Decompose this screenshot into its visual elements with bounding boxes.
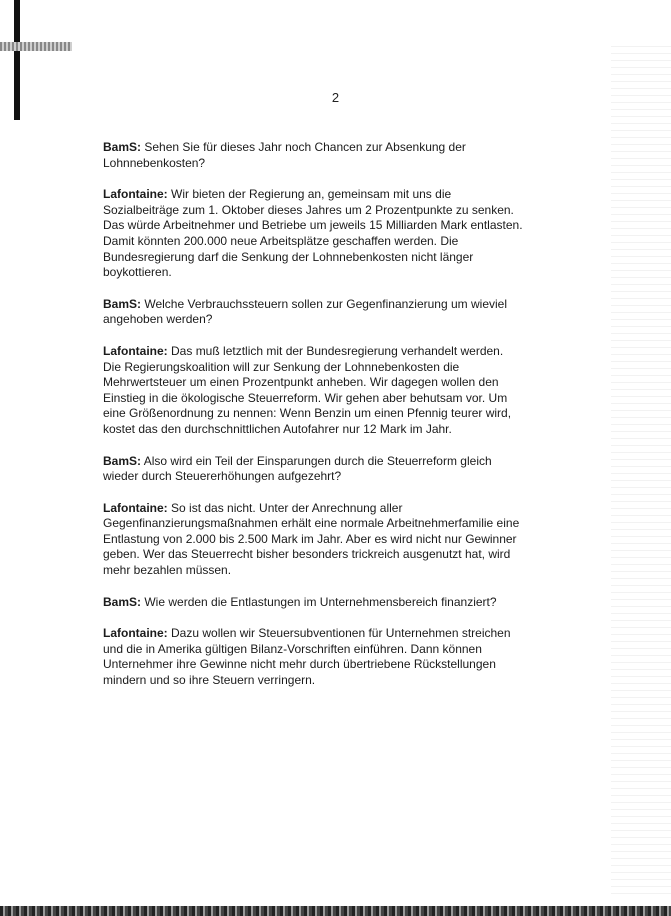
speaker-label: Lafontaine: bbox=[103, 500, 168, 515]
speaker-label: BamS: bbox=[103, 453, 142, 468]
interview-body bbox=[103, 140, 523, 705]
interview-paragraph bbox=[103, 140, 523, 171]
interview-paragraph bbox=[103, 501, 523, 579]
paragraph-text: Also wird ein Teil der Einsparungen durch die Steuerreform gleich wieder durch Steuererhöhungen aufgezehrt? bbox=[103, 453, 492, 484]
page-number: 2 bbox=[331, 90, 340, 105]
paragraph-text: Sehen Sie für dieses Jahr noch Chancen zur Absenkung der Lohnnebenkosten? bbox=[103, 140, 466, 170]
scan-artifact-right-noise bbox=[611, 40, 671, 900]
interview-paragraph bbox=[103, 595, 523, 611]
speaker-label: BamS: bbox=[103, 594, 142, 609]
speaker-label: Lafontaine: bbox=[103, 626, 168, 641]
speaker-label: BamS: bbox=[103, 296, 142, 311]
scan-artifact-top-strip bbox=[0, 42, 72, 51]
interview-paragraph bbox=[103, 454, 523, 485]
paragraph-text: Das muß letztlich mit der Bundesregierung verhandelt werden. Die Regierungskoalition will zur Senkung der Lohnnebenkosten die Mehrwertsteuer um einen Prozentpunkt anheben. Wir dagegen wollen den Einstieg in die ökologische Steuerreform. Wir gehen aber behutsam vor. Um eine Größenordnung zu nennen: Wenn Benzin um einen Pfennig teurer wird, kostet das den durchschnittlichen Autofahrer nur 12 Mark im Jahr. bbox=[103, 343, 512, 436]
speaker-label: Lafontaine: bbox=[103, 187, 168, 202]
interview-paragraph bbox=[103, 187, 523, 281]
speaker-label: BamS: bbox=[103, 140, 142, 154]
speaker-label: Lafontaine: bbox=[103, 343, 168, 358]
scan-artifact-bottom-edge bbox=[0, 906, 671, 916]
paragraph-text: Wir bieten der Regierung an, gemeinsam mit uns die Sozialbeiträge zum 1. Oktober dieses Jahres um 2 Prozentpunkte zu senken. Das würde Arbeitnehmer und Betriebe um jeweils 15 Milliarden Mark entlasten. Damit könnten 200.000 neue Arbeitsplätze geschaffen werden. Die Bundesregierung darf die Senkung der Lohnnebenkosten nicht länger boykottieren. bbox=[103, 187, 523, 280]
interview-paragraph bbox=[103, 626, 523, 688]
paragraph-text: Welche Verbrauchssteuern sollen zur Gegenfinanzierung um wieviel angehoben werden? bbox=[103, 296, 508, 327]
paragraph-text: Dazu wollen wir Steuersubventionen für Unternehmen streichen und die in Amerika gültigen Bilanz-Vorschriften einführen. Dann können Unternehmer ihre Gewinne nicht mehr durch übertriebene Rückstellungen mindern und so ihre Steuern verringern. bbox=[103, 626, 511, 688]
paragraph-text: Wie werden die Entlastungen im Unternehmensbereich finanziert? bbox=[144, 594, 497, 609]
paragraph-text: So ist das nicht. Unter der Anrechnung aller Gegenfinanzierungsmaßnahmen erhält eine normale Arbeitnehmerfamilie eine Entlastung von 2.000 bis 2.500 Mark im Jahr. Aber es wird nicht nur Gewinner geben. Wer das Steuerrecht bisher besonders trickreich ausgenutzt hat, wird mehr bezahlen müssen. bbox=[103, 500, 520, 578]
interview-paragraph bbox=[103, 297, 523, 328]
interview-paragraph bbox=[103, 344, 523, 438]
